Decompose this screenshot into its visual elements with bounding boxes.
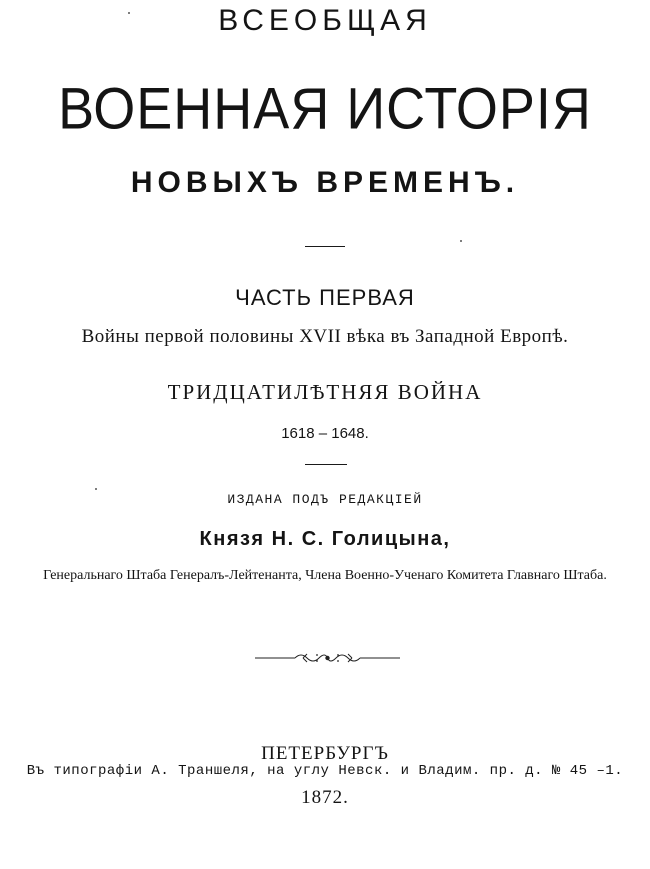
imprint-city: ПЕТЕРБУРГЪ (261, 743, 389, 764)
speck (95, 488, 97, 490)
speck (128, 12, 130, 14)
title-line-1: ВСЕОБЩАЯ (218, 4, 432, 37)
part-subtitle: Войны первой половины XVII вѣка въ Западной Европѣ. (81, 326, 569, 347)
imprint-year: 1872. (301, 787, 349, 808)
war-title: ТРИДЦАТИЛѢТНЯЯ ВОЙНА (167, 380, 483, 404)
divider-rule (305, 464, 347, 465)
editor-intro: ИЗДАНА ПОДЪ РЕДАКЦІЕЙ (227, 492, 423, 507)
editor-rank: Генеральнаго Штаба Генералъ-Лейтенанта, Члена Военно-Ученаго Комитета Главнаго Штаба. (43, 568, 607, 583)
ornament-divider (255, 650, 400, 666)
divider-rule (305, 246, 345, 247)
imprint-press: Въ типографіи А. Траншеля, на углу Невск. и Владим. пр. д. № 45 –1. (26, 763, 624, 779)
editor-name: Князя Н. С. Голицына, (199, 528, 451, 550)
war-years: 1618 – 1648. (281, 425, 369, 442)
part-heading: ЧАСТЬ ПЕРВАЯ (235, 285, 415, 310)
speck (460, 240, 462, 242)
title-line-2: ВОЕННАЯ ИСТОРІЯ (58, 76, 592, 142)
title-line-3: НОВЫХЪ ВРЕМЕНЪ. (130, 166, 520, 199)
